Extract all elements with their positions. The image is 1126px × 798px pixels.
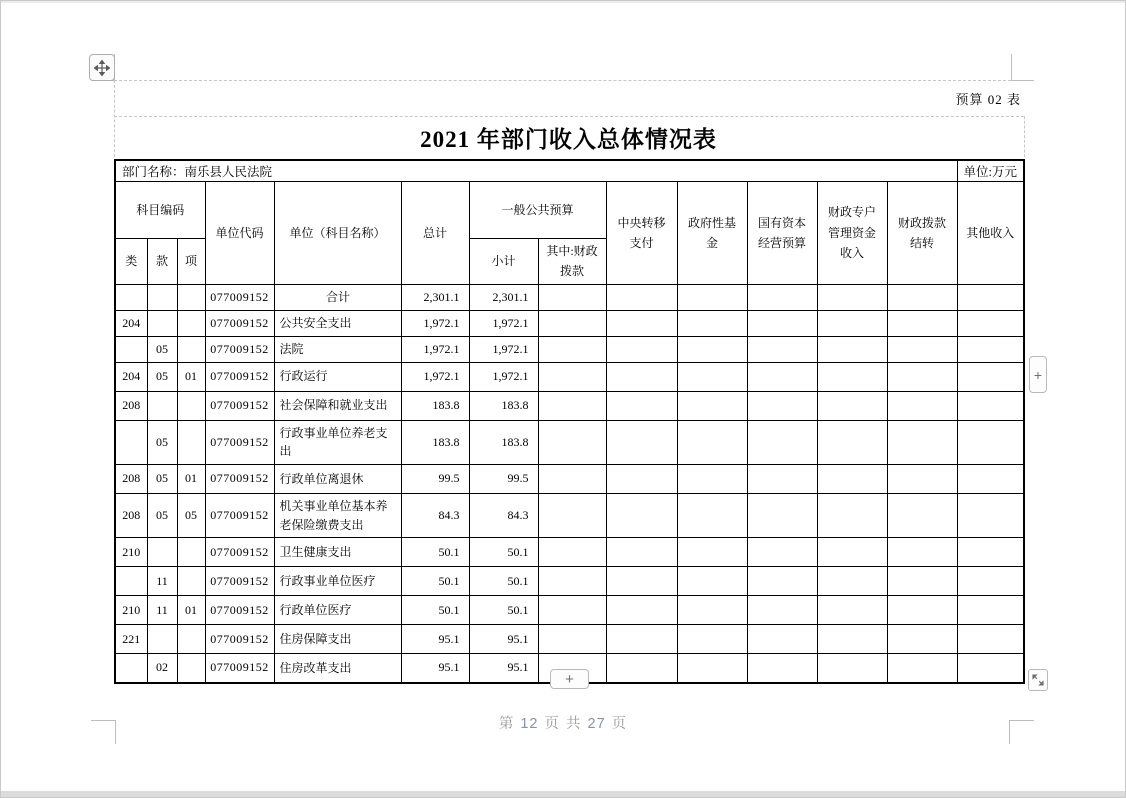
table-row [115, 310, 1024, 336]
cell-unit-code: 077009152 [205, 538, 274, 567]
cell-class-code [115, 567, 147, 596]
cell-gov-fund [677, 654, 747, 683]
table-row [115, 567, 1024, 596]
cell-state-capital [747, 391, 817, 420]
table-row [115, 464, 1024, 493]
cell-other-income [957, 284, 1024, 310]
cell-subtotal: 99.5 [469, 464, 538, 493]
header-state-capital: 国有资本经营预算 [747, 182, 817, 285]
department-name: 部门名称：南乐县人民法院 [115, 160, 957, 182]
cell-other-income [957, 420, 1024, 464]
cell-total: 2,301.1 [401, 284, 469, 310]
cell-carryover [887, 625, 957, 654]
header-central-transfer: 中央转移支付 [606, 182, 677, 285]
cell-central-transfer [606, 493, 677, 537]
header-class: 类 [115, 239, 147, 285]
cell-state-capital [747, 420, 817, 464]
cell-fiscal-allocation [538, 336, 606, 362]
cell-total: 1,972.1 [401, 310, 469, 336]
cell-fiscal-account [817, 336, 887, 362]
cell-subject-name: 行政单位医疗 [274, 596, 401, 625]
cell-state-capital [747, 567, 817, 596]
cell-state-capital [747, 596, 817, 625]
cell-section-code [147, 310, 177, 336]
cell-central-transfer [606, 420, 677, 464]
cell-fiscal-account [817, 362, 887, 391]
cell-carryover [887, 538, 957, 567]
cell-carryover [887, 362, 957, 391]
text-boundary-mark [1011, 54, 1012, 80]
cell-section-code [147, 391, 177, 420]
text-boundary-mark [1011, 80, 1034, 81]
cell-section-code [147, 284, 177, 310]
cell-gov-fund [677, 391, 747, 420]
header-of-which-fiscal: 其中:财政拨款 [538, 239, 606, 285]
table-row [115, 493, 1024, 537]
cell-fiscal-allocation [538, 362, 606, 391]
cell-section-code [147, 538, 177, 567]
cell-subject-name: 行政事业单位养老支出 [274, 420, 401, 464]
cell-central-transfer [606, 310, 677, 336]
insert-column-button[interactable]: + [1029, 356, 1047, 393]
table-row [115, 391, 1024, 420]
cell-carryover [887, 310, 957, 336]
header-unit-name: 单位（科目名称） [274, 182, 401, 285]
cell-unit-code: 077009152 [205, 654, 274, 683]
cell-item-code [177, 310, 205, 336]
cell-gov-fund [677, 538, 747, 567]
cell-gov-fund [677, 567, 747, 596]
table-row [115, 420, 1024, 464]
cell-central-transfer [606, 336, 677, 362]
cell-other-income [957, 596, 1024, 625]
cell-state-capital [747, 284, 817, 310]
cell-fiscal-account [817, 391, 887, 420]
cell-total: 183.8 [401, 420, 469, 464]
cell-state-capital [747, 362, 817, 391]
cell-class-code: 210 [115, 596, 147, 625]
table-row [115, 284, 1024, 310]
cell-section-code: 05 [147, 464, 177, 493]
cell-subtotal: 84.3 [469, 493, 538, 537]
table-resize-handle[interactable] [1028, 669, 1048, 691]
page-top-edge [1, 1, 1125, 3]
cell-fiscal-allocation [538, 420, 606, 464]
cell-item-code [177, 336, 205, 362]
cell-unit-code: 077009152 [205, 391, 274, 420]
cell-total: 1,972.1 [401, 336, 469, 362]
text-boundary-dashed [1024, 116, 1025, 162]
cell-carryover [887, 420, 957, 464]
cell-item-code [177, 654, 205, 683]
cell-class-code: 208 [115, 391, 147, 420]
cell-subtotal: 1,972.1 [469, 336, 538, 362]
cell-carryover [887, 596, 957, 625]
cell-fiscal-allocation [538, 625, 606, 654]
header-item: 项 [177, 239, 205, 285]
cell-subject-name: 合计 [274, 284, 401, 310]
cell-state-capital [747, 336, 817, 362]
cell-item-code: 01 [177, 596, 205, 625]
cell-total: 50.1 [401, 596, 469, 625]
cell-fiscal-account [817, 538, 887, 567]
cell-carryover [887, 336, 957, 362]
cell-class-code: 204 [115, 362, 147, 391]
cell-section-code [147, 625, 177, 654]
cell-central-transfer [606, 391, 677, 420]
table-row [115, 538, 1024, 567]
cell-other-income [957, 391, 1024, 420]
cell-subtotal: 183.8 [469, 391, 538, 420]
resize-icon [1031, 673, 1045, 687]
cell-unit-code: 077009152 [205, 284, 274, 310]
cell-fiscal-account [817, 625, 887, 654]
cell-unit-code: 077009152 [205, 362, 274, 391]
cell-unit-code: 077009152 [205, 464, 274, 493]
cell-item-code [177, 625, 205, 654]
page-indicator-text: 第 [498, 716, 515, 732]
cell-section-code: 11 [147, 567, 177, 596]
cell-fiscal-account [817, 284, 887, 310]
cell-section-code: 11 [147, 596, 177, 625]
cell-subject-name: 行政运行 [274, 362, 401, 391]
page-indicator [1, 712, 1125, 733]
cell-subject-name: 公共安全支出 [274, 310, 401, 336]
cell-state-capital [747, 310, 817, 336]
cell-state-capital [747, 493, 817, 537]
cell-subtotal: 50.1 [469, 538, 538, 567]
cell-subtotal: 95.1 [469, 625, 538, 654]
cell-class-code [115, 284, 147, 310]
cell-total: 50.1 [401, 538, 469, 567]
cell-unit-code: 077009152 [205, 567, 274, 596]
cell-central-transfer [606, 596, 677, 625]
cell-total: 183.8 [401, 391, 469, 420]
text-boundary-dashed [114, 116, 1024, 117]
cell-central-transfer [606, 464, 677, 493]
cell-subtotal: 1,972.1 [469, 362, 538, 391]
cell-fiscal-account [817, 596, 887, 625]
cell-unit-code: 077009152 [205, 625, 274, 654]
header-subject-code: 科目编码 [115, 182, 205, 239]
cell-fiscal-allocation [538, 567, 606, 596]
table-row [115, 336, 1024, 362]
cell-other-income [957, 493, 1024, 537]
cell-central-transfer [606, 362, 677, 391]
page-indicator-text: 页 [544, 716, 560, 732]
cell-item-code [177, 284, 205, 310]
cell-subtotal: 50.1 [469, 567, 538, 596]
cell-fiscal-account [817, 493, 887, 537]
cell-class-code: 208 [115, 464, 147, 493]
cell-fiscal-account [817, 464, 887, 493]
table-row [115, 596, 1024, 625]
cell-other-income [957, 654, 1024, 683]
cell-item-code [177, 420, 205, 464]
cell-item-code: 01 [177, 362, 205, 391]
cell-fiscal-account [817, 310, 887, 336]
text-boundary-dashed [114, 80, 1011, 81]
cell-central-transfer [606, 625, 677, 654]
unit-label: 单位:万元 [957, 160, 1024, 182]
cell-section-code: 05 [147, 362, 177, 391]
budget-table [114, 159, 1025, 684]
cell-carryover [887, 493, 957, 537]
header-total: 总计 [401, 182, 469, 285]
cell-fiscal-account [817, 420, 887, 464]
cell-total: 50.1 [401, 567, 469, 596]
cell-unit-code: 077009152 [205, 493, 274, 537]
cell-section-code: 05 [147, 420, 177, 464]
cell-central-transfer [606, 567, 677, 596]
cell-subtotal: 2,301.1 [469, 284, 538, 310]
cell-carryover [887, 654, 957, 683]
header-unit-code: 单位代码 [205, 182, 274, 285]
move-icon [94, 60, 110, 76]
cell-carryover [887, 567, 957, 596]
cell-total: 95.1 [401, 654, 469, 683]
cell-gov-fund [677, 336, 747, 362]
cell-carryover [887, 391, 957, 420]
header-gov-fund: 政府性基金 [677, 182, 747, 285]
cell-class-code: 208 [115, 493, 147, 537]
cell-central-transfer [606, 654, 677, 683]
cell-carryover [887, 464, 957, 493]
table-move-handle[interactable] [89, 54, 115, 81]
cell-state-capital [747, 625, 817, 654]
cell-item-code: 01 [177, 464, 205, 493]
cell-gov-fund [677, 596, 747, 625]
cell-class-code: 221 [115, 625, 147, 654]
header-fiscal-account-income: 财政专户管理资金收入 [817, 182, 887, 285]
cell-unit-code: 077009152 [205, 310, 274, 336]
table-row [115, 362, 1024, 391]
cell-item-code: 05 [177, 493, 205, 537]
cell-section-code: 02 [147, 654, 177, 683]
table-row [115, 625, 1024, 654]
header-fiscal-carryover: 财政拨款结转 [887, 182, 957, 285]
cell-subtotal: 95.1 [469, 654, 538, 683]
cell-subject-name: 法院 [274, 336, 401, 362]
cell-state-capital [747, 654, 817, 683]
header-subtotal: 小计 [469, 239, 538, 285]
cell-fiscal-allocation [538, 284, 606, 310]
insert-row-button[interactable]: + [550, 669, 589, 689]
cell-gov-fund [677, 420, 747, 464]
cell-fiscal-allocation [538, 391, 606, 420]
cell-gov-fund [677, 464, 747, 493]
cell-fiscal-allocation [538, 464, 606, 493]
cell-unit-code: 077009152 [205, 420, 274, 464]
cell-other-income [957, 567, 1024, 596]
cell-state-capital [747, 538, 817, 567]
cell-state-capital [747, 464, 817, 493]
cell-subtotal: 50.1 [469, 596, 538, 625]
cell-fiscal-account [817, 567, 887, 596]
header-general-public-budget: 一般公共预算 [469, 182, 606, 239]
cell-unit-code: 077009152 [205, 336, 274, 362]
cell-gov-fund [677, 625, 747, 654]
cell-item-code [177, 391, 205, 420]
table-meta-row [115, 160, 1024, 182]
cell-section-code: 05 [147, 493, 177, 537]
cell-other-income [957, 538, 1024, 567]
cell-subject-name: 行政单位离退休 [274, 464, 401, 493]
document-title: 2021 年部门收入总体情况表 [420, 127, 717, 152]
form-number-label: 预算 02 表 [955, 92, 1021, 107]
cell-total: 95.1 [401, 625, 469, 654]
header-section: 款 [147, 239, 177, 285]
cell-item-code [177, 538, 205, 567]
cell-fiscal-allocation [538, 493, 606, 537]
cell-subtotal: 1,972.1 [469, 310, 538, 336]
page-indicator-text: 页 [611, 716, 628, 732]
cell-gov-fund [677, 284, 747, 310]
cell-other-income [957, 362, 1024, 391]
cell-class-code [115, 420, 147, 464]
cell-section-code: 05 [147, 336, 177, 362]
cell-fiscal-allocation [538, 538, 606, 567]
cell-class-code [115, 654, 147, 683]
cell-total: 84.3 [401, 493, 469, 537]
cell-fiscal-account [817, 654, 887, 683]
cell-gov-fund [677, 310, 747, 336]
table-body [115, 284, 1024, 682]
cell-other-income [957, 336, 1024, 362]
cell-subject-name: 住房改革支出 [274, 654, 401, 683]
cell-other-income [957, 310, 1024, 336]
table-header [115, 160, 1024, 284]
cell-carryover [887, 284, 957, 310]
cell-total: 1,972.1 [401, 362, 469, 391]
cell-gov-fund [677, 362, 747, 391]
cell-class-code [115, 336, 147, 362]
cell-class-code: 210 [115, 538, 147, 567]
page-indicator-text: 共 [566, 716, 582, 732]
cell-subject-name: 住房保障支出 [274, 625, 401, 654]
cell-other-income [957, 464, 1024, 493]
cell-subject-name: 行政事业单位医疗 [274, 567, 401, 596]
table-header-row-1 [115, 182, 1024, 239]
header-other-income: 其他收入 [957, 182, 1024, 285]
cell-class-code: 204 [115, 310, 147, 336]
cell-total: 99.5 [401, 464, 469, 493]
page-gap [1, 791, 1125, 797]
cell-fiscal-allocation [538, 310, 606, 336]
cell-unit-code: 077009152 [205, 596, 274, 625]
cell-central-transfer [606, 284, 677, 310]
cell-subject-name: 机关事业单位基本养老保险缴费支出 [274, 493, 401, 537]
total-pages-number: 27 [587, 716, 606, 732]
cell-other-income [957, 625, 1024, 654]
cell-fiscal-allocation [538, 596, 606, 625]
cell-item-code [177, 567, 205, 596]
current-page-number: 12 [520, 716, 539, 732]
cell-gov-fund [677, 493, 747, 537]
cell-central-transfer [606, 538, 677, 567]
cell-subject-name: 卫生健康支出 [274, 538, 401, 567]
cell-subtotal: 183.8 [469, 420, 538, 464]
cell-subject-name: 社会保障和就业支出 [274, 391, 401, 420]
